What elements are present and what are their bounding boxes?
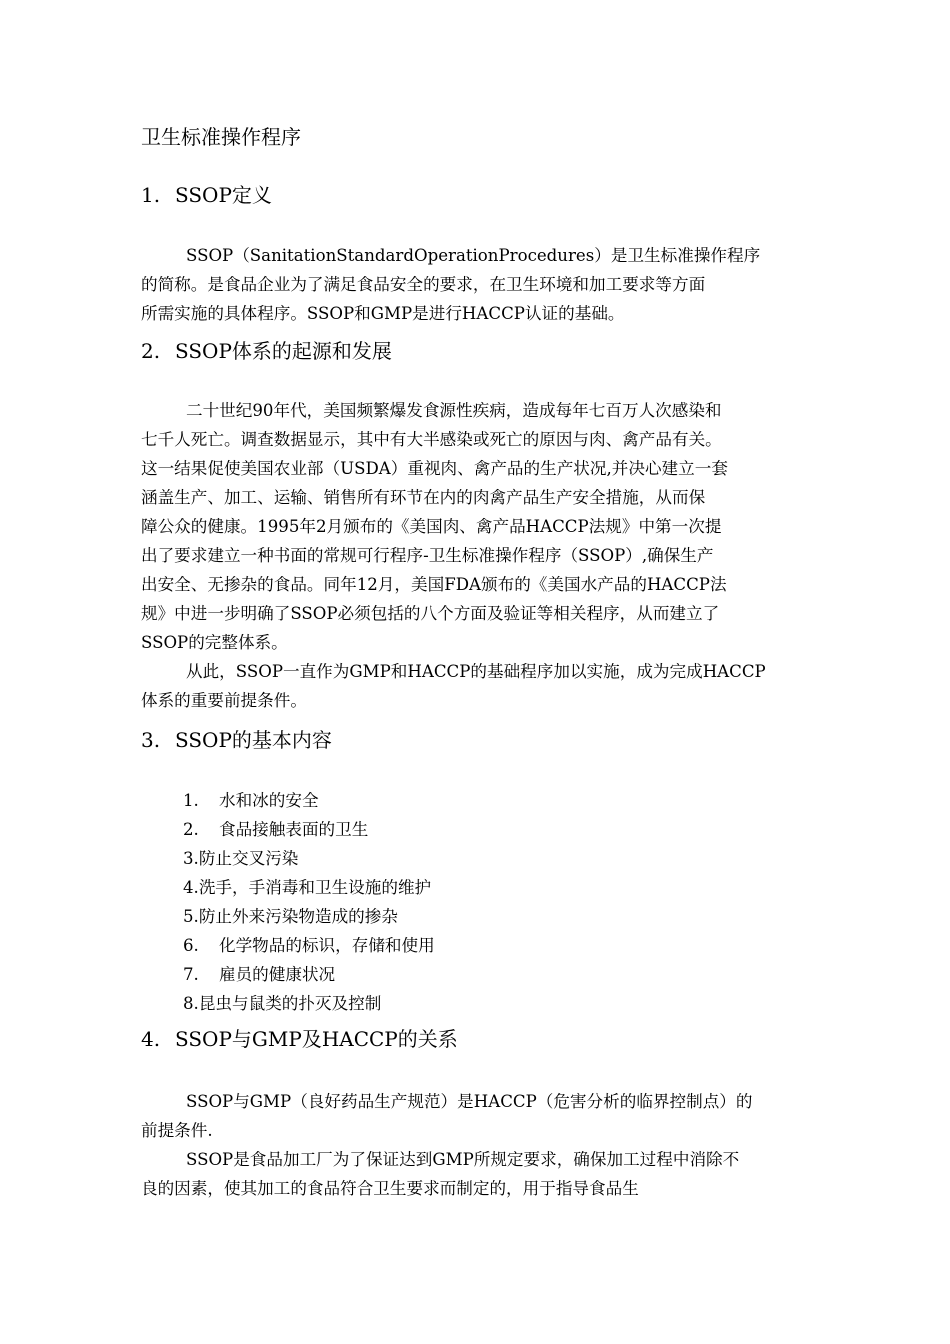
text-line: SSOP的完整体系。 [141, 633, 288, 652]
section-2-paragraph [141, 396, 831, 715]
list-item-text: 防止外来污染物造成的掺杂 [198, 907, 398, 926]
basic-content-list [183, 786, 435, 1018]
text-line: 出安全、无掺杂的食品。同年12月，美国FDA颁布的《美国水产品的HACCP法 [141, 575, 727, 594]
list-item-number: 1. [183, 791, 199, 810]
section-heading-4 [141, 1025, 458, 1053]
section-heading-3 [141, 726, 332, 754]
text-line: 体系的重要前提条件。 [141, 691, 307, 710]
list-item-number: 5. [183, 907, 199, 926]
text-line: SSOP与GMP（良好药品生产规范）是HACCP（危害分析的临界控制点）的 [186, 1092, 753, 1111]
text-line: 前提条件. [141, 1121, 213, 1140]
list-item-text: 雇员的健康状况 [219, 965, 336, 984]
text-line: 良的因素，使其加工的食品符合卫生要求而制定的，用于指导食品生 [141, 1179, 639, 1198]
list-item [183, 873, 435, 902]
text-line: 规》中进一步明确了SSOP必须包括的八个方面及验证等相关程序，从而建立了 [141, 604, 720, 623]
section-heading-1 [141, 181, 272, 209]
text-line: 所需实施的具体程序。SSOP和GMP是进行HACCP认证的基础。 [141, 304, 625, 323]
list-item-text: 防止交叉污染 [198, 849, 299, 868]
list-item [183, 931, 435, 960]
list-item [183, 989, 435, 1018]
list-item-number: 7. [183, 965, 199, 984]
list-item-number: 6. [183, 936, 199, 955]
list-item-number: 8. [183, 994, 199, 1013]
text-line: SSOP（SanitationStandardOperationProcedures）是卫生标准操作程序 [186, 246, 761, 265]
list-item-number: 3. [183, 849, 199, 868]
list-item-text: 昆虫与鼠类的扑灭及控制 [198, 994, 382, 1013]
section-heading-text: SSOP体系的起源和发展 [175, 339, 392, 363]
list-item-text: 洗手，手消毒和卫生设施的维护 [198, 878, 432, 897]
list-item-text: 化学物品的标识，存储和使用 [219, 936, 435, 955]
list-item-text: 水和冰的安全 [219, 791, 319, 810]
document-title: 卫生标准操作程序 [141, 125, 301, 149]
section-heading-text: SSOP的基本内容 [175, 728, 332, 752]
list-item-number: 4. [183, 878, 199, 897]
list-item [183, 902, 435, 931]
text-line: 这一结果促使美国农业部（USDA）重视肉、禽产品的生产状况,并决心建立一套 [141, 459, 728, 478]
text-line: SSOP是食品加工厂为了保证达到GMP所规定要求，确保加工过程中消除不 [186, 1150, 740, 1169]
section-heading-text: SSOP与GMP及HACCP的关系 [175, 1027, 458, 1051]
text-line: 从此，SSOP一直作为GMP和HACCP的基础程序加以实施，成为完成HACCP [186, 662, 766, 681]
text-line: 七千人死亡。调查数据显示，其中有大半感染或死亡的原因与肉、禽产品有关。 [141, 430, 722, 449]
text-line: 出了要求建立一种书面的常规可行程序-卫生标准操作程序（SSOP）,确保生产 [141, 546, 714, 565]
section-number: 4. [141, 1027, 161, 1051]
list-item-number: 2. [183, 820, 199, 839]
section-heading-text: SSOP定义 [175, 183, 272, 207]
text-line: 涵盖生产、加工、运输、销售所有环节在内的肉禽产品生产安全措施，从而保 [141, 488, 706, 507]
section-heading-2 [141, 337, 392, 365]
section-1-paragraph [141, 241, 831, 328]
section-4-paragraph [141, 1087, 831, 1203]
section-number: 1. [141, 183, 161, 207]
section-number: 3. [141, 728, 161, 752]
list-item [183, 815, 435, 844]
list-item [183, 960, 435, 989]
list-item-text: 食品接触表面的卫生 [219, 820, 369, 839]
section-number: 2. [141, 339, 161, 363]
text-line: 二十世纪90年代，美国频繁爆发食源性疾病，造成每年七百万人次感染和 [186, 401, 722, 420]
text-line: 障公众的健康。1995年2月颁布的《美国肉、禽产品HACCP法规》中第一次提 [141, 517, 722, 536]
list-item [183, 844, 435, 873]
text-line: 的简称。是食品企业为了满足食品安全的要求，在卫生环境和加工要求等方面 [141, 275, 706, 294]
list-item [183, 786, 435, 815]
